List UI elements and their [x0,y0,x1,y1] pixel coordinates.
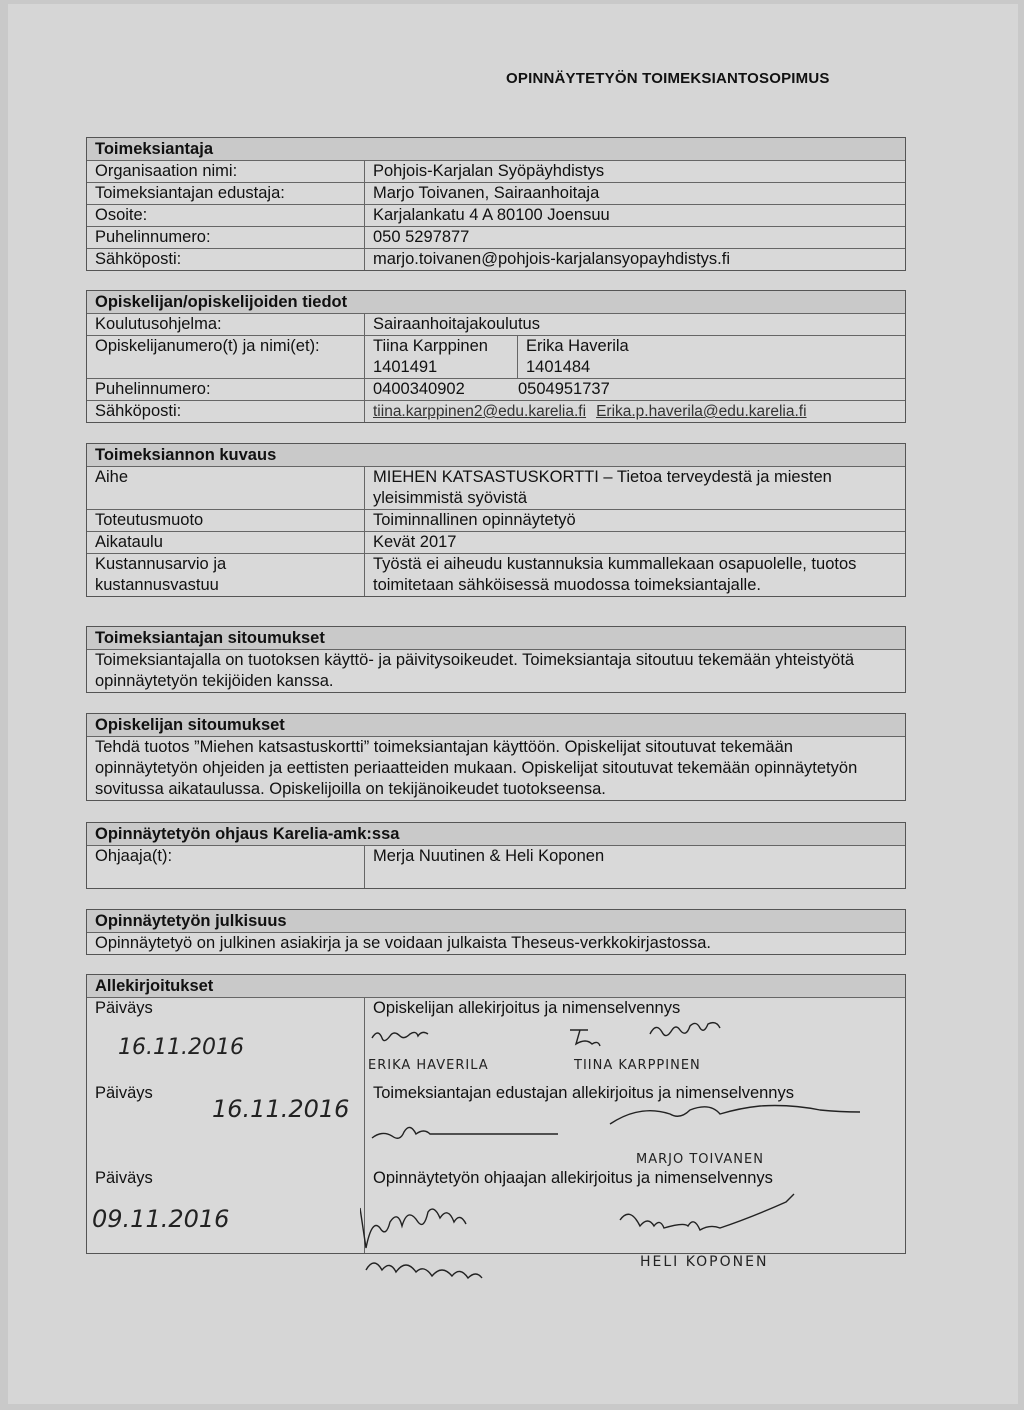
field-value: Sairaanhoitajakoulutus [373,315,540,333]
field-value: Marjo Toivanen, Sairaanhoitaja [373,184,600,202]
field-label: Toteutusmuoto [87,510,365,531]
signature-tiina-karppinen [650,1023,720,1036]
signature-title: Toimeksiantajan edustajan allekirjoitus ja nimenselvennys [373,1084,794,1102]
section-heading: Toimeksiantajan sitoumukset [87,627,905,649]
handwritten-date: 09.11.2016 [92,1205,230,1233]
section-heading: Opinnäytetyön julkisuus [87,910,905,932]
field-value: Pohjois-Karjalan Syöpäyhdistys [373,162,605,180]
signature-title: Opinnäytetyön ohjaajan allekirjoitus ja nimenselvennys [373,1169,773,1187]
handwritten-name-clarification: TIINA KARPPINEN [574,1058,701,1073]
section-text: Opinnäytetyö on julkinen asiakirja ja se voidaan julkaista Theseus-verkkokirjastossa. [87,932,905,954]
field-label: Puhelinnumero: [87,379,365,400]
field-value: Toiminnallinen opinnäytetyö [373,511,576,529]
handwritten-date: 16.11.2016 [118,1035,244,1060]
field-label: Toimeksiantajan edustaja: [87,183,365,204]
table-row [87,335,905,378]
section-ohjaus [86,822,906,889]
section-heading: Toimeksiannon kuvaus [87,444,905,466]
table-row [87,400,905,422]
field-label: Sähköposti: [87,249,365,270]
section-text: Tehdä tuotos ”Miehen katsastuskortti” toimeksiantajan käyttöön. Opiskelijat sitoutuvat tekemään opinnäytetyön ohjeiden ja eettisten periaatteiden mukaan. Opiskelijat sitoutuvat tekemään opinnäytetyön sovitussa aikataulussa. Opiskelijoilla on tekijänoikeudet tuotokseensa. [87,736,905,800]
field-label: Ohjaaja(t): [87,846,365,888]
date-label: Päiväys [95,1084,153,1102]
field-label: Osoite: [87,205,365,226]
student-1 [373,336,518,378]
field-value: marjo.toivanen@pohjois-karjalansyopayhdistys.fi [373,250,731,268]
student-phone: 0400340902 [373,380,465,398]
field-label: Sähköposti: [87,401,365,422]
section-heading: Opinnäytetyön ohjaus Karelia-amk:ssa [87,823,905,845]
table-row [87,204,905,226]
section-opiskelijan-sitoumukset [86,713,906,801]
signature-erika-haverila [372,1032,428,1040]
signature-heli-koponen [620,1194,794,1230]
handwritten-date: 16.11.2016 [212,1095,350,1123]
field-value: MIEHEN KATSASTUSKORTTI – Tietoa terveydestä ja miesten yleisimmistä syövistä [373,468,832,507]
field-label: Opiskelijanumero(t) ja nimi(et): [87,336,365,378]
table-row [87,182,905,204]
date-label: Päiväys [95,999,153,1017]
signature-title: Opiskelijan allekirjoitus ja nimenselvennys [373,999,681,1017]
section-toimeksiantaja [86,137,906,271]
field-value: Kevät 2017 [373,533,457,551]
student-name: Erika Haverila [526,337,629,355]
student-phone: 0504951737 [518,380,610,398]
date-label: Päiväys [95,1169,153,1187]
student-name: Tiina Karppinen [373,337,488,355]
section-heading: Allekirjoitukset [87,975,905,997]
student-email-link[interactable]: Erika.p.haverila@edu.karelia.fi [596,403,807,420]
signatures-drawing [360,1020,900,1300]
section-julkisuus [86,909,906,955]
field-value: Karjalankatu 4 A 80100 Joensuu [373,206,610,224]
field-value: Työstä ei aiheudu kustannuksia kummallekaan osapuolelle, tuotos toimitetaan sähköisessä muodossa toimeksiantajalle. [373,555,857,594]
field-value: Merja Nuutinen & Heli Koponen [373,847,605,865]
document-title: OPINNÄYTETYÖN TOIMEKSIANTOSOPIMUS [506,70,830,87]
section-text: Toimeksiantajalla on tuotoksen käyttö- ja päivitysoikeudet. Toimeksiantaja sitoutuu tekemään yhteistyötä opinnäytetyön tekijöiden kanssa. [87,649,905,692]
field-label: Organisaation nimi: [87,161,365,182]
section-kuvaus [86,443,906,597]
table-row [87,466,905,509]
table-row [87,378,905,400]
handwritten-name-clarification: MARJO TOIVANEN [636,1152,764,1167]
student-email-link[interactable]: tiina.karppinen2@edu.karelia.fi [373,403,587,420]
signature-marjo-toivanen [610,1106,860,1125]
table-row [87,248,905,270]
field-value [365,379,905,400]
field-label: Kustannusarvio ja kustannusvastuu [87,554,365,596]
table-row [87,845,905,888]
signature-suvi-joilua [372,1127,558,1138]
field-value [365,336,905,378]
table-row [87,313,905,335]
field-label: Aihe [87,467,365,509]
student-2 [518,336,637,378]
section-heading: Toimeksiantaja [87,138,905,160]
student-number: 1401491 [373,358,438,376]
field-label: Puhelinnumero: [87,227,365,248]
field-label: Koulutusohjelma: [87,314,365,335]
section-opiskelijat [86,290,906,423]
field-value [365,401,905,422]
table-row [87,226,905,248]
field-value: 050 5297877 [373,228,470,246]
table-row [87,531,905,553]
handwritten-name-clarification: HELI KOPONEN [640,1254,769,1270]
section-toimeksiantajan-sitoumukset [86,626,906,693]
signature-tiina-karppinen [570,1030,600,1046]
field-label: Aikataulu [87,532,365,553]
section-heading: Opiskelijan sitoumukset [87,714,905,736]
table-row [87,553,905,596]
signature-merja-nuutinen [360,1208,466,1248]
student-number: 1401484 [526,358,591,376]
handwritten-name-clarification: ERIKA HAVERILA [368,1058,489,1073]
signature-merja-nuutinen [366,1263,482,1278]
table-row [87,509,905,531]
section-heading: Opiskelijan/opiskelijoiden tiedot [87,291,905,313]
table-row [87,160,905,182]
